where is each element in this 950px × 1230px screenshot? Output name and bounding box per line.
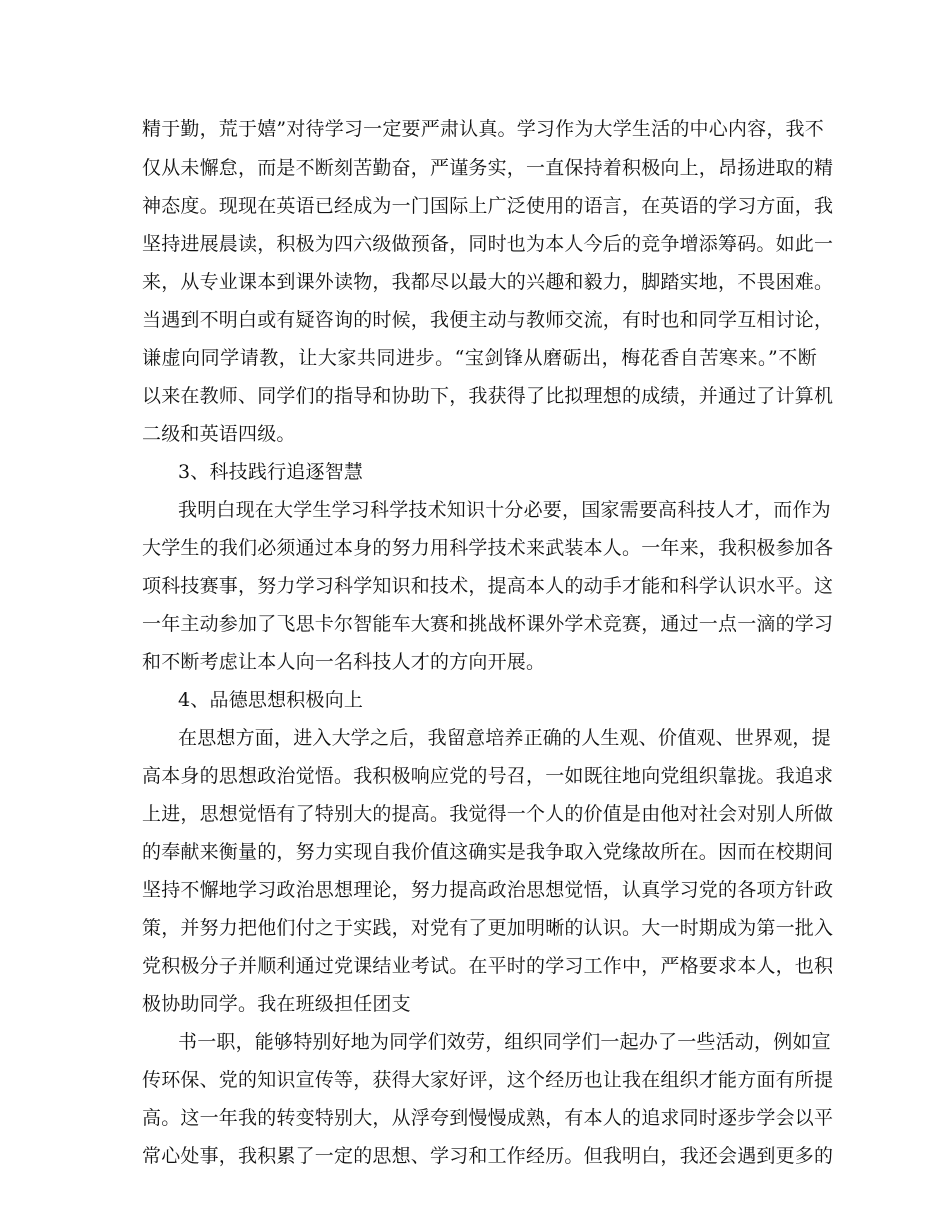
text-line: 神态度。现现在英语已经成为一门国际上广泛使用的语言，在英语的学习方面，我 bbox=[142, 195, 834, 217]
text-line: 精于勤，荒于嬉”对待学习一定要严肃认真。学习作为大学生活的中心内容，我不 bbox=[142, 118, 824, 140]
text-line: 项科技赛事，努力学习科学知识和技术，提高本人的动手才能和科学认识水平。这 bbox=[142, 575, 834, 597]
text-line: 来，从专业课本到课外读物，我都尽以最大的兴趣和毅力，脚踏实地，不畏困难。 bbox=[142, 271, 834, 293]
text-line: 当遇到不明白或有疑咨询的时候，我便主动与教师交流，有时也和同学互相讨论， bbox=[142, 309, 834, 331]
text-line: 坚持不懈地学习政治思想理论，努力提高政治思想觉悟，认真学习党的各项方针政 bbox=[142, 879, 834, 901]
paragraph-first-line: 我明白现在大学生学习科学技术知识十分必要，国家需要高科技人才，而作为 bbox=[178, 499, 831, 521]
text-line: 上进，思想觉悟有了特别大的提高。我觉得一个人的价值是由他对社会对别人所做 bbox=[142, 803, 834, 825]
text-line: 和不断考虑让本人向一名科技人才的方向开展。 bbox=[142, 651, 546, 673]
paragraph-first-line: 书一职，能够特别好地为同学们效劳，组织同学们一起办了一些活动，例如宣 bbox=[178, 1031, 831, 1053]
text-line: 极协助同学。我在班级担任团支 bbox=[142, 993, 411, 1015]
paragraph-first-line: 在思想方面，进入大学之后，我留意培养正确的人生观、价值观、世界观，提 bbox=[178, 727, 831, 749]
text-line: 大学生的我们必须通过本身的努力用科学技术来武装本人。一年来，我积极参加各 bbox=[142, 537, 834, 559]
text-line: 谦虚向同学请教，让大家共同进步。“宝剑锋从磨砺出，梅花香自苦寒来。”不断 bbox=[142, 347, 817, 369]
text-line: 以来在教师、同学们的指导和协助下，我获得了比拟理想的成绩，并通过了计算机 bbox=[142, 385, 834, 407]
text-line: 仅从未懈怠，而是不断刻苦勤奋，严谨务实，一直保持着积极向上，昂扬进取的精 bbox=[142, 157, 834, 179]
text-line: 常心处事，我积累了一定的思想、学习和工作经历。但我明白，我还会遇到更多的 bbox=[142, 1145, 834, 1167]
section-heading: 4、品德思想积极向上 bbox=[178, 689, 364, 711]
text-line: 一年主动参加了飞思卡尔智能车大赛和挑战杯课外学术竞赛，通过一点一滴的学习 bbox=[142, 613, 834, 635]
text-line: 的奉献来衡量的，努力实现自我价值这确实是我争取入党缘故所在。因而在校期间 bbox=[142, 841, 834, 863]
text-line: 坚持进展晨读，积极为四六级做预备，同时也为本人今后的竞争增添筹码。如此一 bbox=[142, 233, 834, 255]
section-heading: 3、科技践行追逐智慧 bbox=[178, 461, 364, 483]
text-line: 高。这一年我的转变特别大，从浮夸到慢慢成熟，有本人的追求同时逐步学会以平 bbox=[142, 1107, 834, 1129]
text-line: 党积极分子并顺利通过党课结业考试。在平时的学习工作中，严格要求本人，也积 bbox=[142, 955, 834, 977]
text-line: 传环保、党的知识宣传等，获得大家好评，这个经历也让我在组织才能方面有所提 bbox=[142, 1069, 834, 1091]
text-line: 策，并努力把他们付之于实践，对党有了更加明晰的认识。大一时期成为第一批入 bbox=[142, 917, 834, 939]
text-line: 二级和英语四级。 bbox=[142, 423, 296, 445]
text-line: 高本身的思想政治觉悟。我积极响应党的号召，一如既往地向党组织靠拢。我追求 bbox=[142, 765, 834, 787]
